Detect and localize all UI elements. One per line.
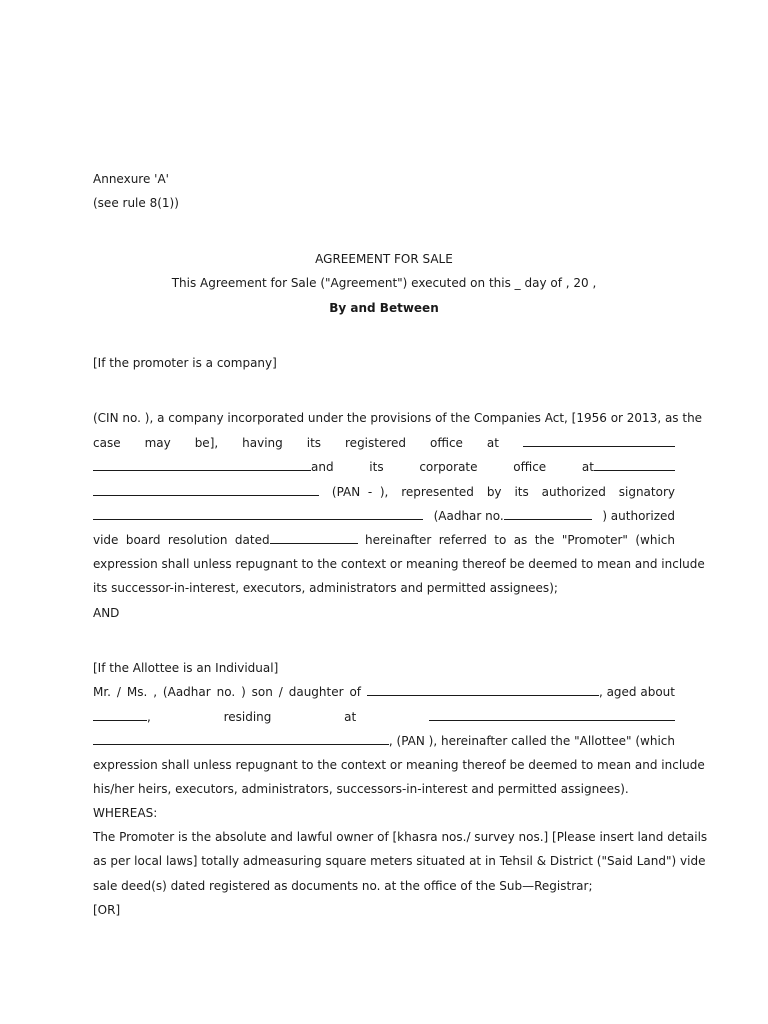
allottee-line-3	[93, 733, 675, 749]
word: no.	[216, 685, 236, 699]
word: signatory	[618, 485, 675, 499]
word: /	[278, 685, 283, 699]
word: "Promoter"	[561, 533, 628, 547]
promoter-line-6	[93, 532, 675, 548]
promoter-line-3	[93, 459, 675, 475]
word: represented	[401, 485, 474, 499]
word: by	[486, 485, 502, 499]
promoter-line-2	[93, 435, 675, 451]
word: and	[311, 460, 334, 474]
word: its	[514, 485, 529, 499]
blank-field	[429, 709, 675, 721]
promoter-line-4	[93, 484, 675, 500]
whereas-heading: WHEREAS:	[93, 806, 158, 820]
word: dated	[234, 533, 270, 547]
word: Mr.	[93, 685, 111, 699]
promoter-condition: [If the promoter is a company]	[93, 356, 277, 370]
authorized-label: ) authorized	[602, 509, 675, 523]
word: vide	[93, 533, 119, 547]
word: corporate	[419, 460, 478, 474]
word: at	[486, 436, 499, 450]
word: its	[369, 460, 384, 474]
word: ,	[153, 685, 158, 699]
annexure-label: Annexure 'A'	[93, 172, 169, 186]
blank-field	[367, 684, 599, 696]
agreement-title: AGREEMENT FOR SALE	[315, 252, 453, 266]
promoter-line-5	[93, 508, 675, 524]
word: (Aadhar	[162, 685, 211, 699]
word: residing	[223, 710, 272, 724]
and-separator: AND	[93, 606, 120, 620]
promoter-line-7: expression shall unless repugnant to the context or meaning thereof be deemed to mean and include	[93, 557, 705, 571]
aadhar-label: (Aadhar no.	[433, 509, 504, 523]
promoter-line-1	[93, 410, 703, 426]
blank-field	[270, 532, 358, 544]
word: at	[344, 710, 357, 724]
agreement-intro: This Agreement for Sale ("Agreement") executed on this _ day of , 20 ,	[171, 276, 597, 290]
word: the	[534, 533, 555, 547]
allottee-line-1	[93, 684, 675, 700]
word: registered	[345, 436, 407, 450]
word: its	[306, 436, 322, 450]
blank-field	[93, 733, 389, 745]
whereas-line-2: as per local laws] totally admeasuring square meters situated at in Tehsil & District ("Said Land") vide	[93, 854, 706, 868]
blank-field	[93, 709, 147, 721]
word: at	[581, 460, 594, 474]
word: case	[93, 436, 121, 450]
word: )	[241, 685, 246, 699]
blank-field	[594, 459, 675, 471]
pan-label: (PAN - ),	[331, 485, 389, 499]
word: son	[251, 685, 273, 699]
pan-text: , (PAN ), hereinafter called the "Allottee" (which	[388, 734, 675, 748]
blank-field	[93, 459, 311, 471]
whereas-line-3: sale deed(s) dated registered as documents no. at the office of the Sub—Registrar;	[93, 879, 593, 893]
word: to	[494, 533, 507, 547]
word: may	[144, 436, 171, 450]
word: daughter	[288, 685, 344, 699]
or-separator: [OR]	[93, 903, 121, 917]
allottee-line-2: , residing at	[93, 709, 675, 725]
promoter-text: (CIN no. ), a company incorporated under the provisions of the Companies Act, [1956 or 2013, as the	[93, 411, 703, 425]
allottee-line-4: expression shall unless repugnant to the context or meaning thereof be deemed to mean and include	[93, 758, 705, 772]
allottee-condition: [If the Allottee is an Individual]	[93, 661, 279, 675]
blank-field	[93, 508, 423, 520]
rule-reference: (see rule 8(1))	[93, 196, 179, 210]
word: as	[513, 533, 528, 547]
word: Ms.	[126, 685, 148, 699]
word: hereinafter	[364, 533, 432, 547]
word: authorized	[541, 485, 606, 499]
word: office	[430, 436, 463, 450]
word: having	[242, 436, 283, 450]
word: resolution	[167, 533, 228, 547]
word: referred	[438, 533, 487, 547]
aged-about-label: , aged about	[598, 685, 675, 699]
blank-field	[504, 508, 592, 520]
whereas-line-1: The Promoter is the absolute and lawful owner of [khasra nos./ survey nos.] [Please insert land details	[93, 830, 708, 844]
by-and-between: By and Between	[329, 301, 439, 315]
word: /	[116, 685, 121, 699]
blank-field	[523, 435, 675, 447]
word: of	[349, 685, 362, 699]
word: be],	[194, 436, 219, 450]
blank-field	[93, 484, 319, 496]
word: office	[513, 460, 547, 474]
allottee-line-5: his/her heirs, executors, administrators, successors-in-interest and permitted assignees).	[93, 782, 629, 796]
word: board	[125, 533, 161, 547]
promoter-line-8: its successor-in-interest, executors, administrators and permitted assignees);	[93, 581, 558, 595]
word: (which	[635, 533, 675, 547]
